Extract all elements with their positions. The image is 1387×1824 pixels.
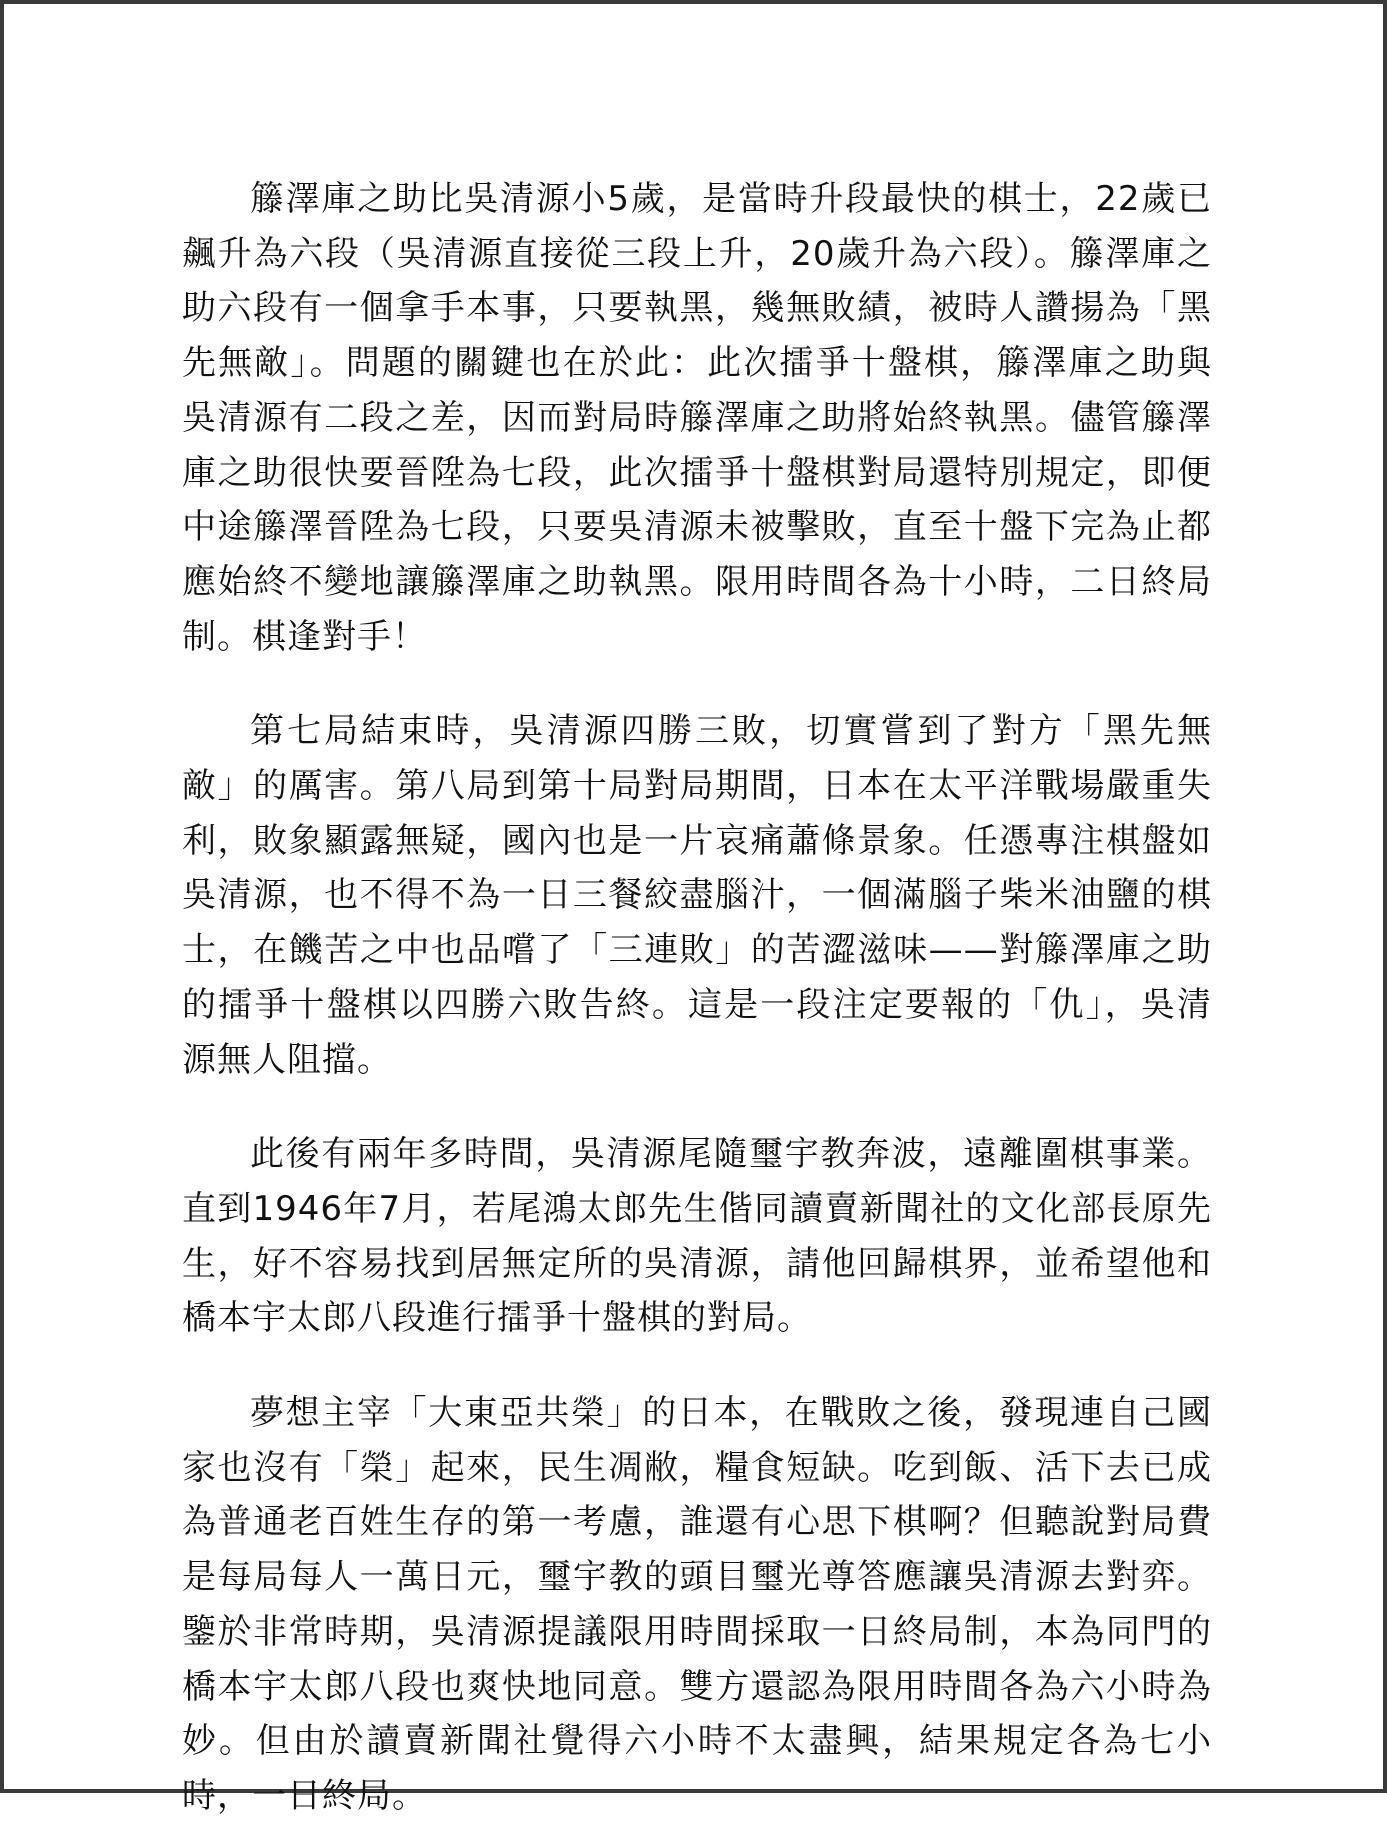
paragraph-3: 此後有兩年多時間，吳清源尾隨璽宇教奔波，遠離圍棋事業。直到1946年7月，若尾鴻太郎先生偕同讀賣新聞社的文化部長原先生，好不容易找到居無定所的吳清源，請他回歸棋界，並希望他和橋本宇太郎八段進行擂爭十盤棋的對局。 (182, 1134, 1212, 1339)
paragraph-2: 第七局結束時，吳清源四勝三敗，切實嘗到了對方「黑先無敵」的厲害。第八局到第十局對局期間，日本在太平洋戰場嚴重失利，敗象顯露無疑，國內也是一片哀痛蕭條景象。任憑專注棋盤如吳清源，也不得不為一日三餐絞盡腦汁，一個滿腦子柴米油鹽的棋士，在饑苦之中也品嚐了「三連敗」的苦澀滋味——對籐澤庫之助的擂爭十盤棋以四勝六敗告終。這是一段注定要報的「仇」，吳清源無人阻擋。 (182, 711, 1212, 1080)
page-body (182, 172, 1212, 1824)
paragraph-4: 夢想主宰「大東亞共榮」的日本，在戰敗之後，發現連自己國家也沒有「榮」起來，民生凋敝，糧食短缺。吃到飯、活下去已成為普通老百姓生存的第一考慮，誰還有心思下棋啊？但聽說對局費是每局每人一萬日元，璽宇教的頭目璽光尊答應讓吳清源去對弈。鑒於非常時期，吳清源提議限用時間採取一日終局制，本為同門的橋本宇太郎八段也爽快地同意。雙方還認為限用時間各為六小時為妙。但由於讀賣新聞社覺得六小時不太盡興，結果規定各為七小時，一日終局。 (182, 1393, 1212, 1816)
paragraph-1: 籐澤庫之助比吳清源小5歲，是當時升段最快的棋士，22歲已飆升為六段（吳清源直接從三段上升，20歲升為六段）。籐澤庫之助六段有一個拿手本事，只要執黑，幾無敗績，被時人讚揚為「黑先無敵」。問題的關鍵也在於此：此次擂爭十盤棋，籐澤庫之助與吳清源有二段之差，因而對局時籐澤庫之助將始終執黑。儘管籐澤庫之助很快要晉陞為七段，此次擂爭十盤棋對局還特別規定，即便中途籐澤晉陞為七段，只要吳清源未被擊敗，直至十盤下完為止都應始終不變地讓籐澤庫之助執黑。限用時間各為十小時，二日終局制。棋逢對手！ (182, 179, 1212, 657)
